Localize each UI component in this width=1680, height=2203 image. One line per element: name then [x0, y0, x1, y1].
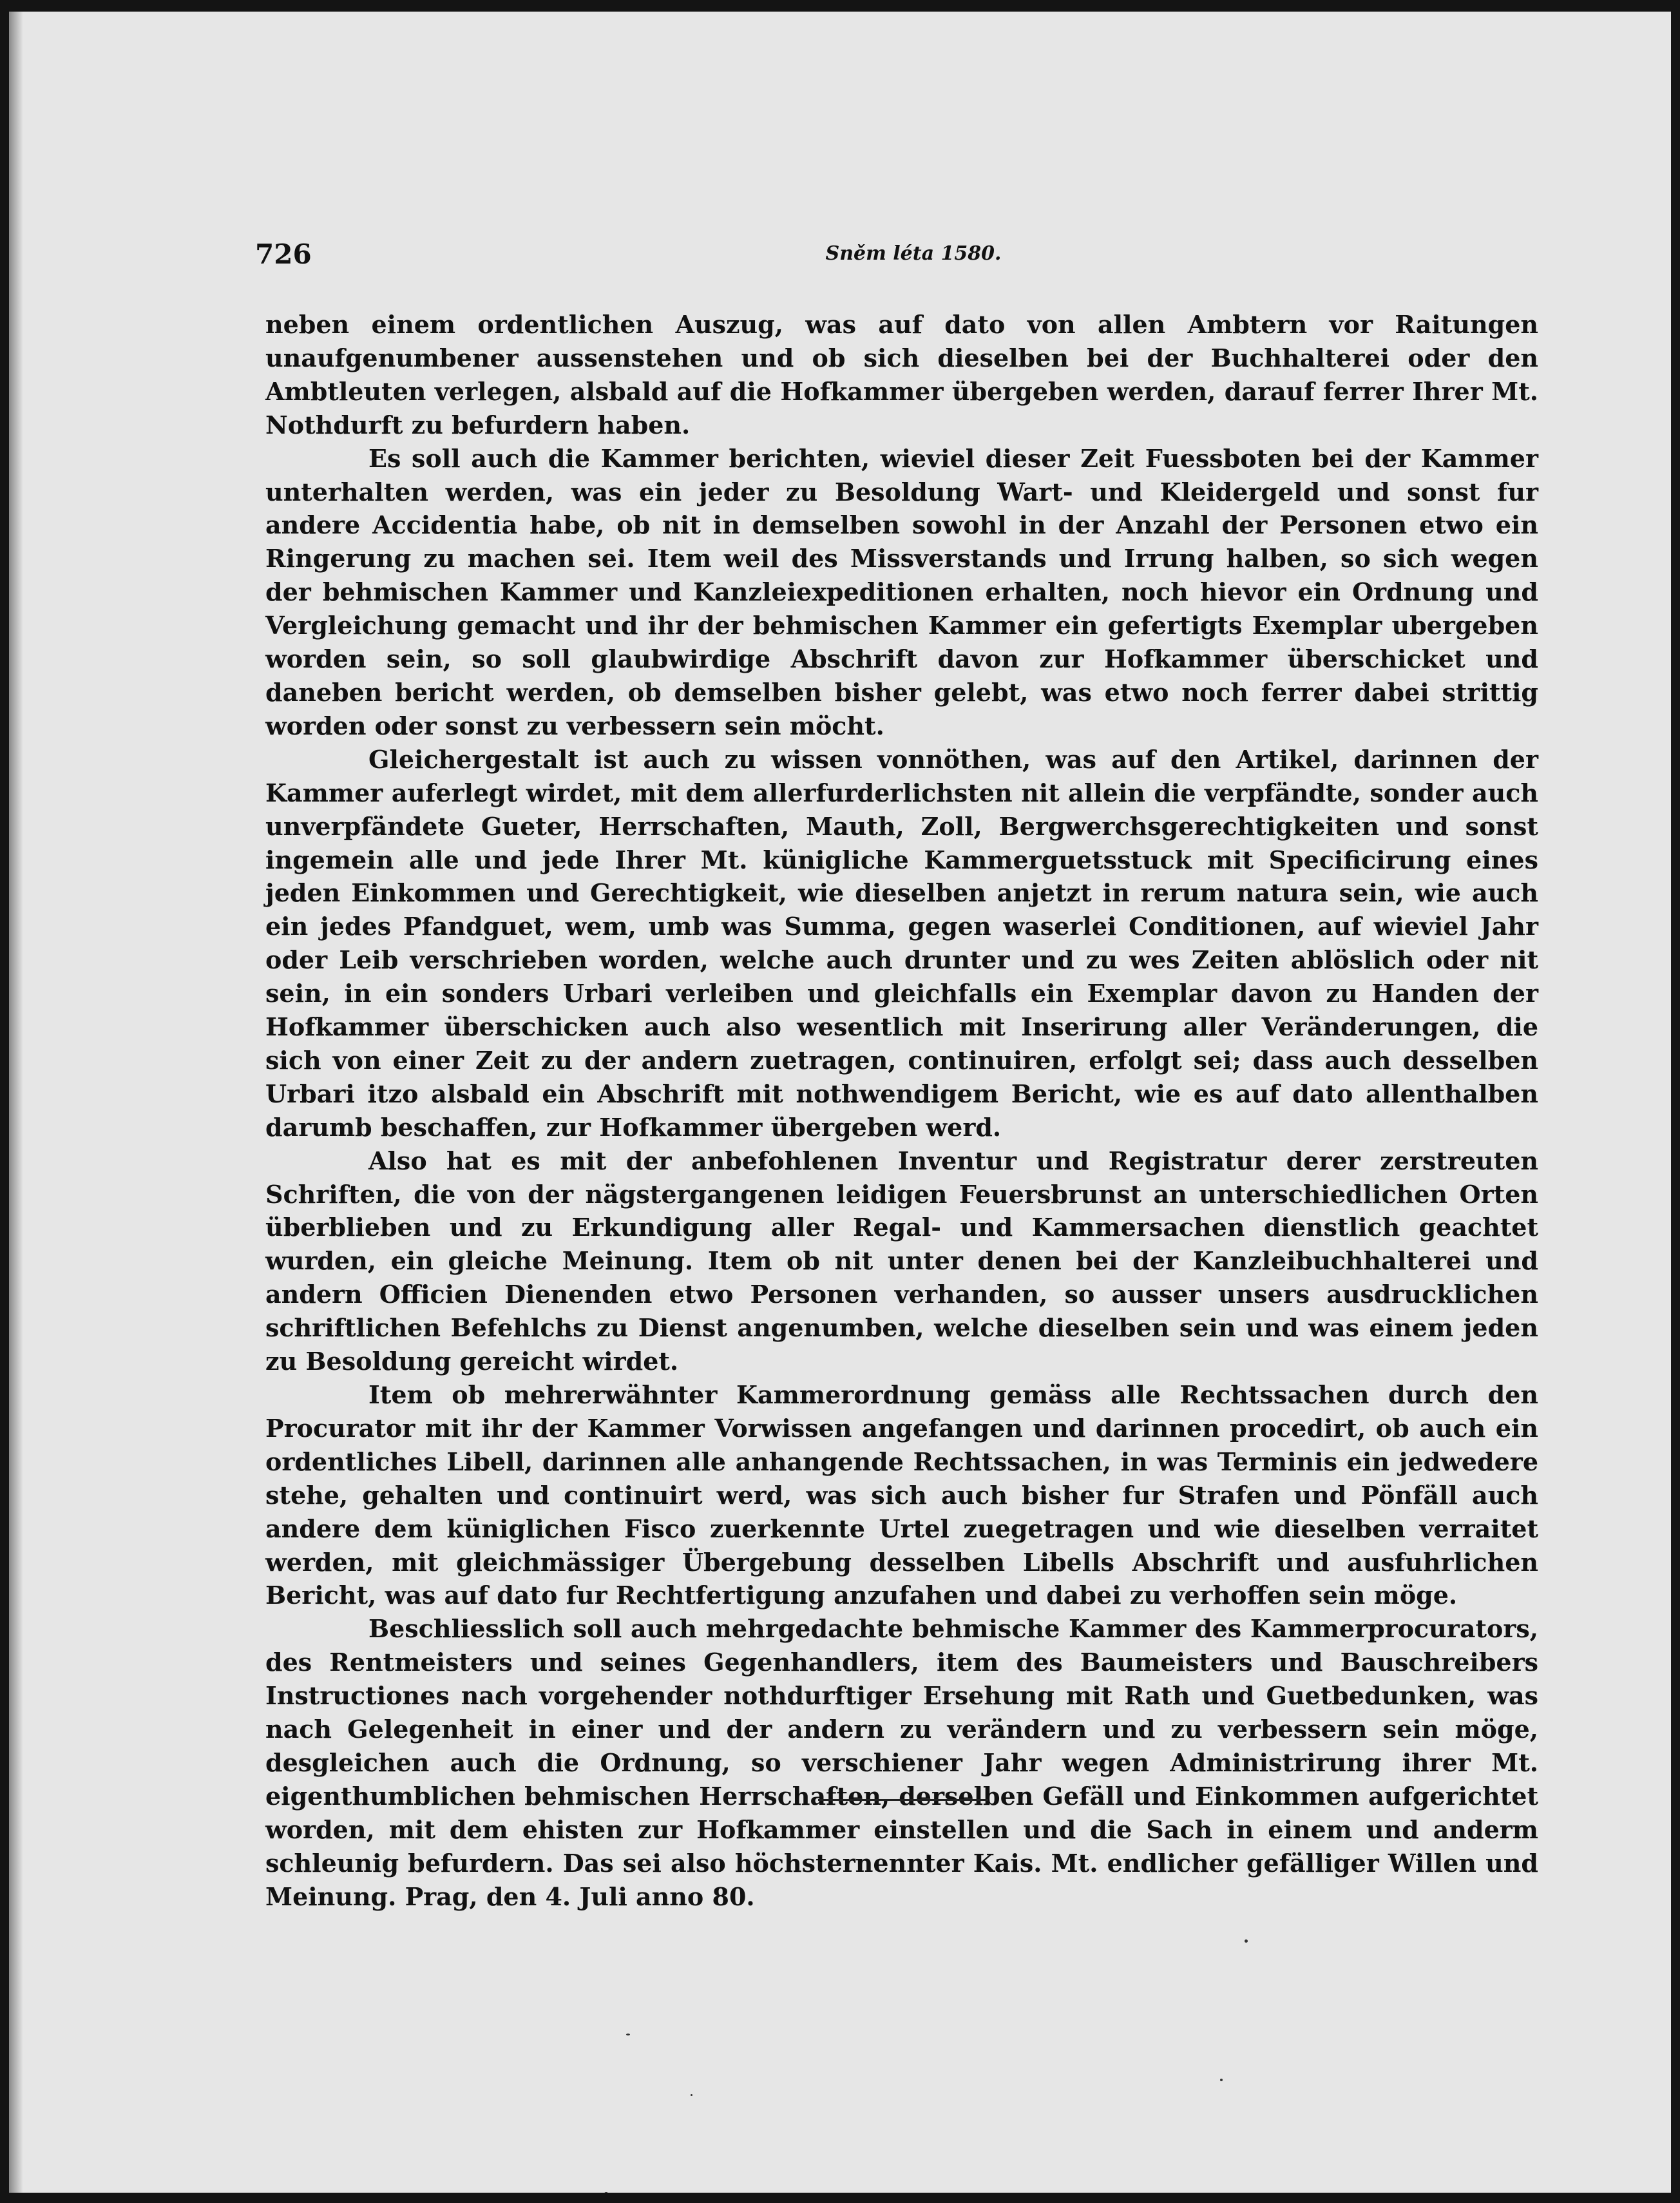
- page-number: 726: [255, 238, 312, 270]
- paragraph: Also hat es mit der anbefohlenen Inventur und Registratur derer zerstreuten Schriften, die von der nägstergangenen leidigen Feuersbrunst an unterschiedlichen Orten überblieben und zu Erkundigung aller Regal- und Kammersachen dienstlich geachtet wurden, ein gleiche Meinung. Item ob nit unter denen bei der Kanzleibuchhalterei und andern Officien Dienenden etwo Personen verhanden, so ausser unsers ausdrucklichen schriftlichen Befehlchs zu Dienst angenumben, welche dieselben sein und was einem jeden zu Besoldung gereicht wirdet.: [265, 1146, 1538, 1376]
- page-header: [255, 238, 1541, 277]
- closing-rule: [818, 1799, 988, 1801]
- document-body: [265, 308, 1538, 1914]
- paragraph: Beschliesslich soll auch mehrgedachte behmische Kammer des Kammerprocurators, des Rentmeisters und seines Gegenhandlers, item des Baumeisters und Bauschreibers Instructiones nach vorgehender nothdurftiger Ersehung mit Rath und Guetbedunken, was nach Gelegenheit in einer und der andern zu verändern und zu verbessern sein möge, desgleichen auch die Ordnung, so verschiener Jahr wegen Administrirung ihrer Mt. eigenthumblichen behmischen Herrschaften, derselben Gefäll und Einkommen aufgerichtet worden, mit dem ehisten zur Hofkammer einstellen und die Sach in einem und anderm schleunig befurdern. Das sei also höchsternennter Kais. Mt. endlicher gefälliger Willen und Meinung. Prag, den 4. Juli anno 80.: [265, 1614, 1538, 1911]
- running-title: Sněm léta 1580.: [825, 242, 1002, 265]
- page-edge-shadow: [9, 12, 23, 2193]
- paragraph: Es soll auch die Kammer berichten, wieviel dieser Zeit Fuessboten bei der Kammer unterhalten werden, was ein jeder zu Besoldung Wart- und Kleidergeld und sonst fur andere Accidentia habe, ob nit in demselben sowohl in der Anzahl der Personen etwo ein Ringerung zu machen sei. Item weil des Missverstands und Irrung halben, so sich wegen der behmischen Kammer und Kanzleiexpeditionen erhalten, noch hievor ein Ordnung und Vergleichung gemacht und ihr der behmischen Kammer ein gefertigts Exemplar ubergeben worden sein, so soll glaubwirdige Abschrift davon zur Hofkammer überschicket und daneben bericht werden, ob demselben bisher gelebt, was etwo noch ferrer dabei strittig worden oder sonst zu verbessern sein möcht.: [265, 443, 1538, 740]
- scanned-page: [9, 12, 1671, 2193]
- paragraph: neben einem ordentlichen Auszug, was auf dato von allen Ambtern vor Raitungen unaufgenumbener aussenstehen und ob sich dieselben bei der Buchhalterei oder den Ambtleuten verlegen, alsbald auf die Hofkammer übergeben werden, darauf ferrer Ihrer Mt. Nothdurft zu befurdern haben.: [265, 310, 1538, 439]
- scan-speck: [691, 2094, 692, 2096]
- scan-speck: [626, 2034, 630, 2035]
- scan-speck: [1220, 2079, 1223, 2081]
- paragraph: Gleichergestalt ist auch zu wissen vonnöthen, was auf den Artikel, darinnen der Kammer auferlegt wirdet, mit dem allerfurderlichsten nit allein die verpfändte, sonder auch unverpfändete Gueter, Herrschaften, Mauth, Zoll, Bergwerchsgerechtigkeiten und sonst ingemein alle und jede Ihrer Mt. künigliche Kammerguetsstuck mit Specificirung eines jeden Einkommen und Gerechtigkeit, wie dieselben anjetzt in rerum natura sein, wie auch ein jedes Pfandguet, wem, umb was Summa, gegen waserlei Conditionen, auf wieviel Jahr oder Leib verschrieben worden, welche auch drunter und zu wes Zeiten ablöslich oder nit sein, in ein sonders Urbari verleiben und gleichfalls ein Exemplar davon zu Handen der Hofkammer überschicken auch also wesentlich mit Inserirung aller Veränderungen, die sich von einer Zeit zu der andern zuetragen, continuiren, erfolgt sei; dass auch desselben Urbari itzo alsbald ein Abschrift mit nothwendigem Bericht, wie es auf dato allenthalben darumb beschaffen, zur Hofkammer übergeben werd.: [265, 744, 1538, 1142]
- paragraph: Item ob mehrerwähnter Kammerordnung gemäss alle Rechtssachen durch den Procurator mit ihr der Kammer Vorwissen angefangen und darinnen procedirt, ob auch ein ordentliches Libell, darinnen alle anhangende Rechtssachen, in was Terminis ein jedwedere stehe, gehalten und continuirt werd, was sich auch bisher fur Strafen und Pönfäll auch andere dem küniglichen Fisco zuerkennte Urtel zuegetragen und wie dieselben verraitet werden, mit gleichmässiger Übergebung desselben Libells Abschrift und ausfuhrlichen Bericht, was auf dato fur Rechtfertigung anzufahen und dabei zu verhoffen sein möge.: [265, 1380, 1538, 1610]
- scan-speck: [604, 2192, 608, 2193]
- scan-speck: [1245, 1939, 1248, 1943]
